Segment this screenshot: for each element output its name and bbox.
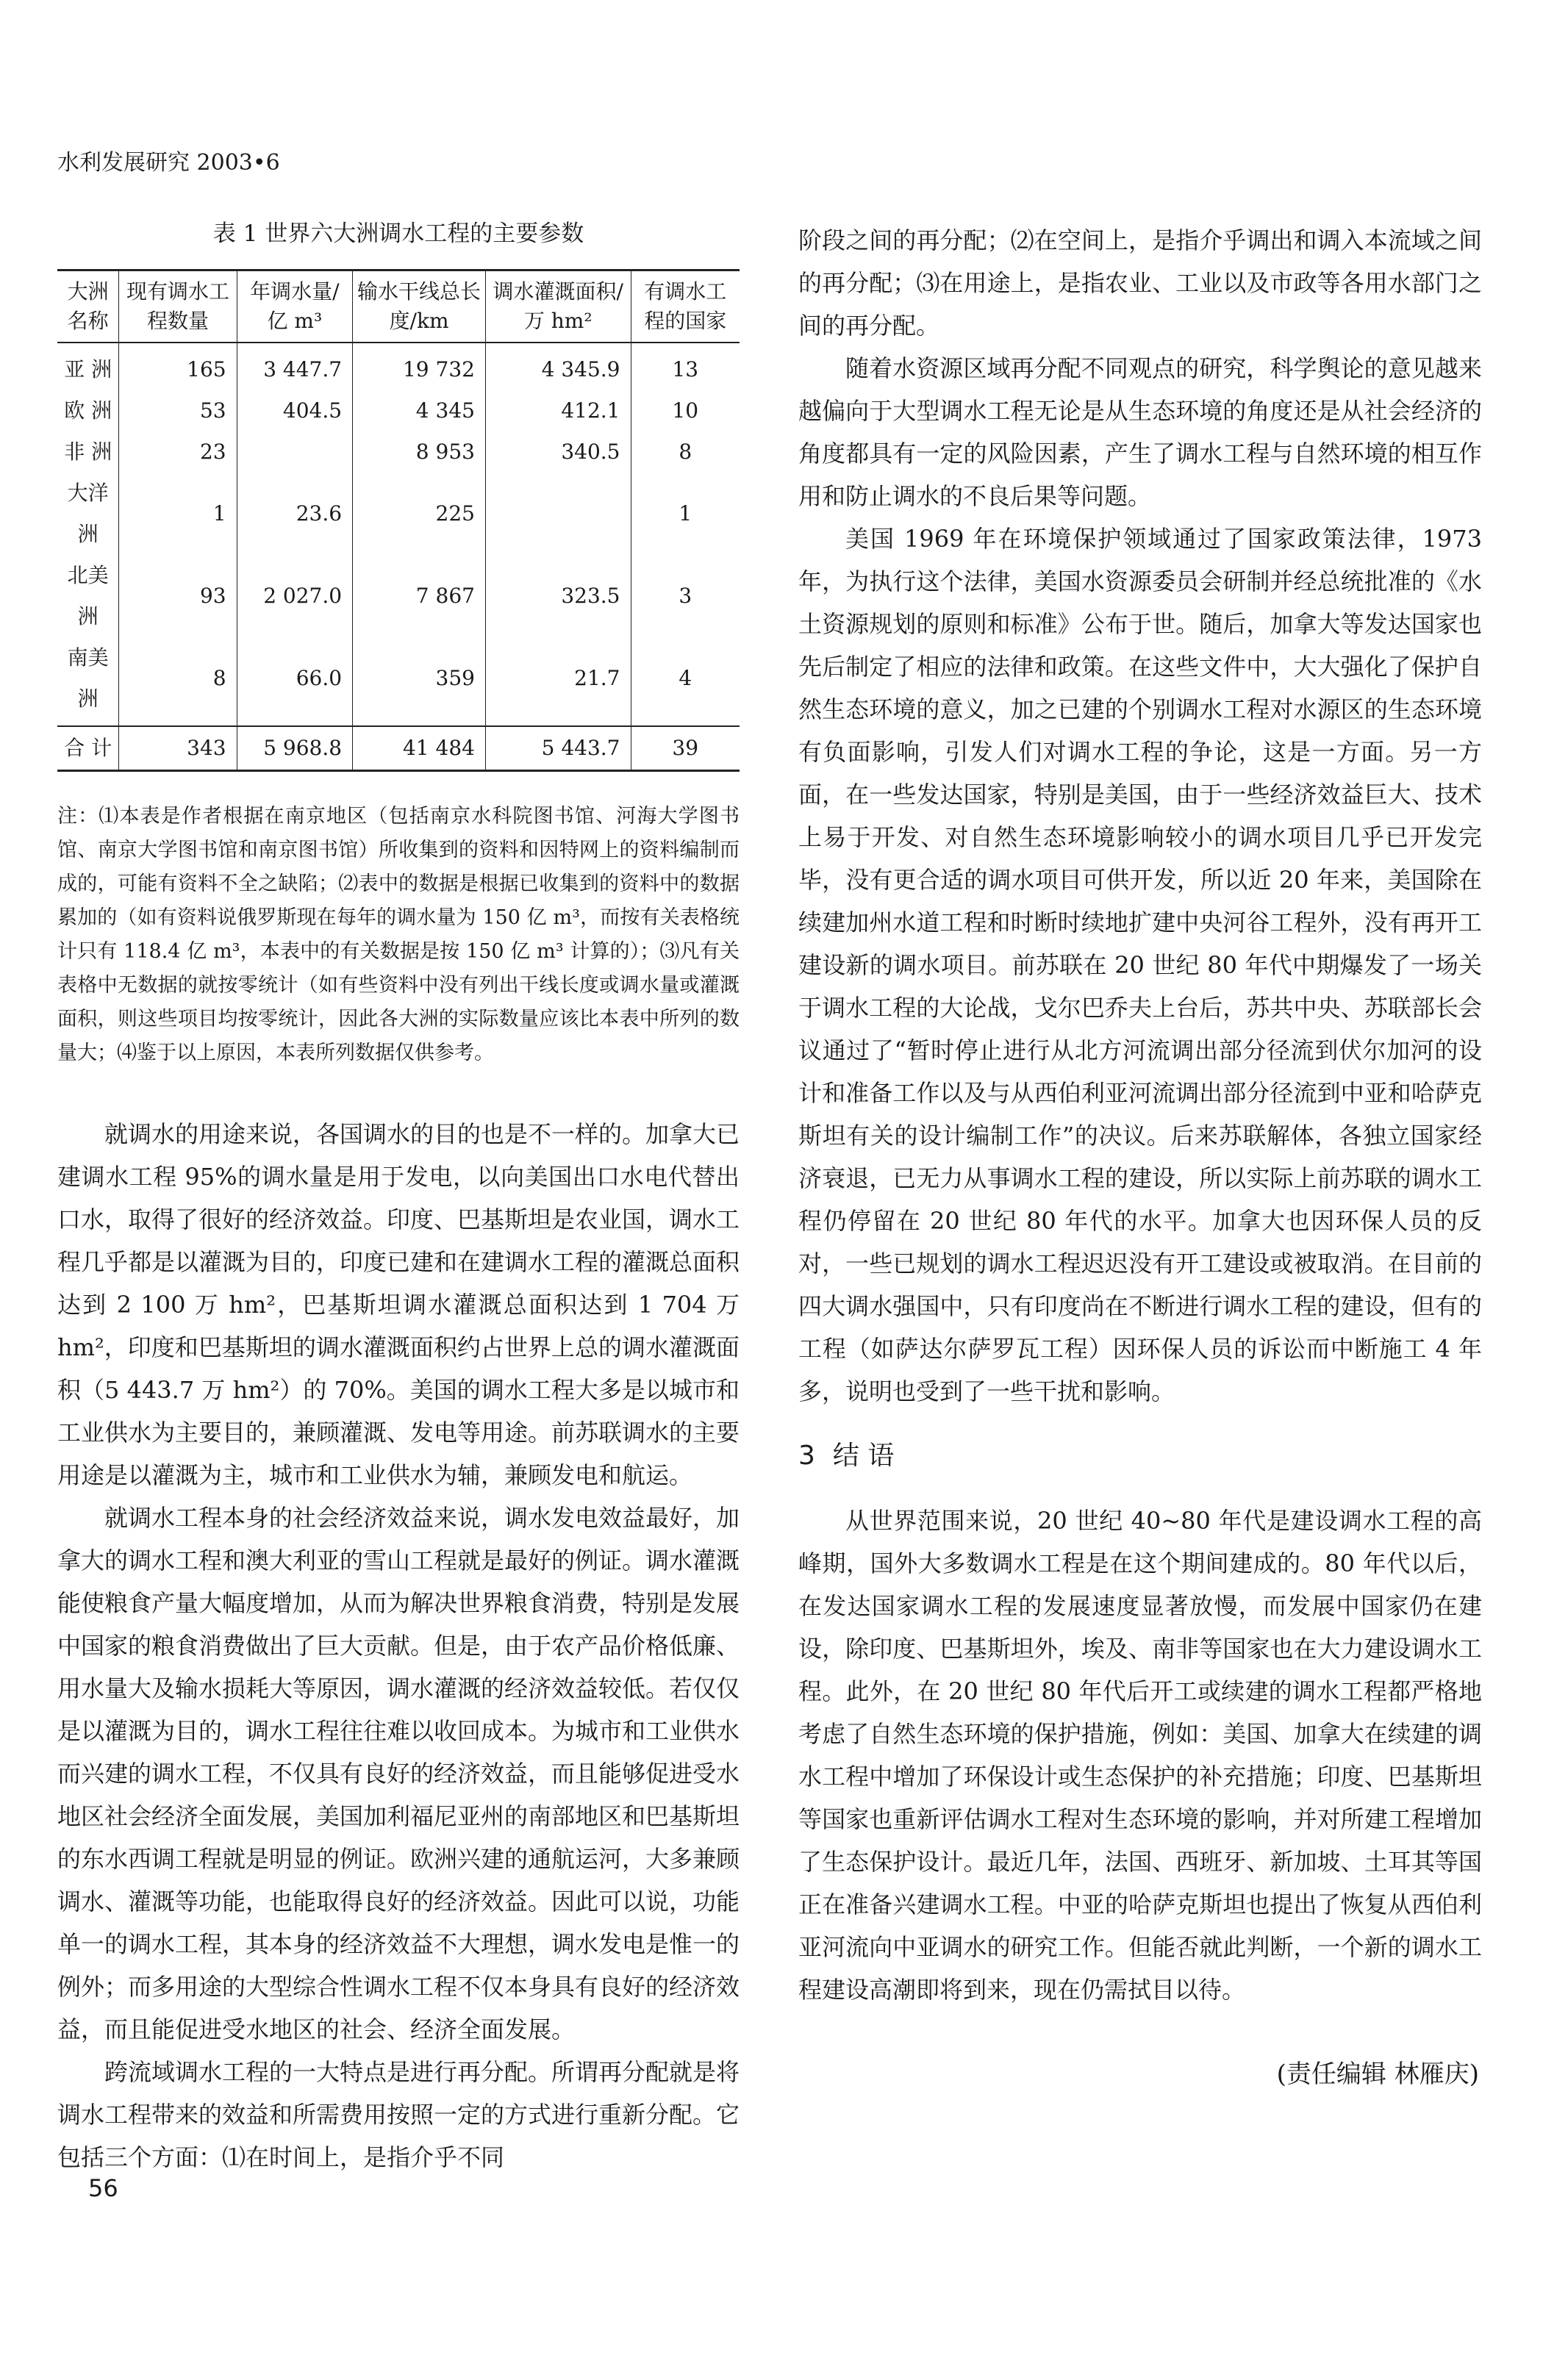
table-cell: 41 484 [353, 726, 486, 771]
table-cell: 225 [353, 473, 486, 555]
table-row [57, 637, 740, 726]
page-number: 56 [88, 2174, 118, 2202]
paragraph: 从世界范围来说，20 世纪 40~80 年代是建设调水工程的高峰期，国外大多数调水工程是在这个期间建成的。80 年代以后，在发达国家调水工程的发展速度显著放慢，而发展中国家仍在建设，除印度、巴基斯坦外，埃及、南非等国家也在大力建设调水工程。此外，在 20 世纪 80 年代后开工或续建的调水工程都严格地考虑了自然生态环境的保护措施，例如：美国、加拿大在续建的调水工程中增加了环保设计或生态保护的补充措施；印度、巴基斯坦等国家也重新评估调水工程对生态环境的影响，并对所建工程增加了生态保护设计。最近几年，法国、西班牙、新加坡、土耳其等国正在准备兴建调水工程。中亚的哈萨克斯坦也提出了恢复从西伯利亚河流向中亚调水的研究工作。但能否就此判断，一个新的调水工程建设高潮即将到来，现在仍需拭目以待。 [798, 1507, 1482, 2004]
paragraph: 跨流域调水工程的一大特点是进行再分配。所谓再分配就是将调水工程带来的效益和所需费用按照一定的方式进行重新分配。它包括三个方面：⑴在时间上，是指介乎不同 [57, 2058, 740, 2171]
table-cell: 欧 洲 [64, 398, 112, 423]
table-row [57, 431, 740, 473]
table-cell: 13 [631, 343, 740, 390]
column-header: 现有调水工程数量 [119, 270, 237, 343]
section-title: 结 语 [832, 1441, 895, 1471]
table-cell: 8 [119, 637, 237, 726]
paragraph: 阶段之间的再分配；⑵在空间上，是指介乎调出和调入本流域之间的再分配；⑶在用途上，是指农业、工业以及市政等各用水部门之间的再分配。 [798, 226, 1482, 340]
table-cell: 53 [119, 390, 237, 431]
table-cell: 21.7 [485, 637, 631, 726]
table-cell: 4 [631, 637, 740, 726]
paragraph: 就调水的用途来说，各国调水的目的也是不一样的。加拿大已建调水工程 95%的调水量是用于发电，以向美国出口水电代替出口水，取得了很好的经济效益。印度、巴基斯坦是农业国，调水工程几乎都是以灌溉为目的，印度已建和在建调水工程的灌溉总面积达到 2 100 万 hm²，巴基斯坦调水灌溉总面积达到 1 704 万 hm²，印度和巴基斯坦的调水灌溉面积约占世界上总的调水灌溉面积（5 443.7 万 hm²）的 70%。美国的调水工程大多是以城市和工业供水为主要目的，兼顾灌溉、发电等用途。前苏联调水的主要用途是以灌溉为主，城市和工业供水为辅，兼顾发电和航运。 [57, 1120, 740, 1489]
paragraph: 随着水资源区域再分配不同观点的研究，科学舆论的意见越来越偏向于大型调水工程无论是从生态环境的角度还是从社会经济的角度都具有一定的风险因素，产生了调水工程与自然环境的相互作用和防止调水的不良后果等问题。 [798, 354, 1482, 510]
table-cell: 北美洲 [67, 563, 109, 628]
column-header: 有调水工程的国家 [631, 270, 740, 343]
table-cell: 8 953 [353, 431, 486, 473]
table-cell: 非 洲 [64, 440, 112, 464]
table-cell: 343 [119, 726, 237, 771]
table-cell: 2 027.0 [237, 555, 352, 637]
table-cell: 3 447.7 [237, 343, 352, 390]
column-header: 输水干线总长度/km [353, 270, 486, 343]
table-cell: 165 [119, 343, 237, 390]
table-cell: 412.1 [485, 390, 631, 431]
table-cell [237, 431, 352, 473]
column-header: 大洲名称 [57, 270, 119, 343]
table-caption: 表 1 世界六大洲调水工程的主要参数 [212, 221, 584, 247]
column-header: 年调水量/亿 m³ [237, 270, 352, 343]
table-cell: 7 867 [353, 555, 486, 637]
table-cell: 23.6 [237, 473, 352, 555]
section-heading [798, 1435, 1482, 1477]
table-cell: 1 [631, 473, 740, 555]
table-cell: 5 968.8 [237, 726, 352, 771]
table-cell: 19 732 [353, 343, 486, 390]
table-row [57, 343, 740, 390]
table-cell: 3 [631, 555, 740, 637]
table-cell: 10 [631, 390, 740, 431]
responsible-editor: (责任编辑 林雁庆) [1276, 2060, 1479, 2089]
parameters-table [57, 269, 740, 772]
table-cell: 359 [353, 637, 486, 726]
section-number: 3 [798, 1441, 815, 1471]
right-column [798, 219, 1482, 2090]
table-cell: 4 345 [353, 390, 486, 431]
column-header: 调水灌溉面积/万 hm² [485, 270, 631, 343]
table-cell: 5 443.7 [485, 726, 631, 771]
paragraph: 就调水工程本身的社会经济效益来说，调水发电效益最好，加拿大的调水工程和澳大利亚的雪山工程就是最好的例证。调水灌溉能使粮食产量大幅度增加，从而为解决世界粮食消费，特别是发展中国家的粮食消费做出了巨大贡献。但是，由于农产品价格低廉、用水量大及输水损耗大等原因，调水灌溉的经济效益较低。若仅仅是以灌溉为目的，调水工程往往难以收回成本。为城市和工业供水而兴建的调水工程，不仅具有良好的经济效益，而且能够促进受水地区社会经济全面发展，美国加利福尼亚州的南部地区和巴基斯坦的东水西调工程就是明显的例证。欧洲兴建的通航运河，大多兼顾调水、灌溉等功能，也能取得良好的经济效益。因此可以说，功能单一的调水工程，其本身的经济效益不大理想，调水发电是惟一的例外；而多用途的大型综合性调水工程不仅本身具有良好的经济效益，而且能促进受水地区的社会、经济全面发展。 [57, 1504, 740, 2043]
journal-header: 水利发展研究 2003•6 [57, 150, 280, 176]
table-header-row [57, 270, 740, 343]
table-cell: 39 [631, 726, 740, 771]
table-cell: 合 计 [57, 726, 119, 771]
table-cell: 23 [119, 431, 237, 473]
table-total-row [57, 726, 740, 771]
table-cell [485, 473, 631, 555]
table-row [57, 390, 740, 431]
paragraph: 美国 1969 年在环境保护领域通过了国家政策法律，1973 年，为执行这个法律，美国水资源委员会研制并经总统批准的《水土资源规划的原则和标准》公布于世。随后，加拿大等发达国家也先后制定了相应的法律和政策。在这些文件中，大大强化了保护自然生态环境的意义，加之已建的个别调水工程对水源区的生态环境有负面影响，引发人们对调水工程的争论，这是一方面。另一方面，在一些发达国家，特别是美国，由于一些经济效益巨大、技术上易于开发、对自然生态环境影响较小的调水项目几乎已开发完毕，没有更合适的调水项目可供开发，所以近 20 年来，美国除在续建加州水道工程和时断时续地扩建中央河谷工程外，没有再开工建设新的调水项目。前苏联在 20 世纪 80 年代中期爆发了一场关于调水工程的大论战，戈尔巴乔夫上台后，苏共中央、苏联部长会议通过了“暂时停止进行从北方河流调出部分径流到伏尔加河的设计和准备工作以及与从西伯利亚河流调出部分径流到中亚和哈萨克斯坦有关的设计编制工作”的决议。后来苏联解体，各独立国家经济衰退，已无力从事调水工程的建设，所以实际上前苏联的调水工程仍停留在 20 世纪 80 年代的水平。加拿大也因环保人员的反对，一些已规划的调水工程迟迟没有开工建设或被取消。在目前的四大调水强国中，只有印度尚在不断进行调水工程的建设，但有的工程（如萨达尔萨罗瓦工程）因环保人员的诉讼而中断施工 4 年多，说明也受到了一些干扰和影响。 [798, 525, 1482, 1405]
table-row [57, 473, 740, 555]
table-cell: 404.5 [237, 390, 352, 431]
table-row [57, 555, 740, 637]
table-note: 注：⑴本表是作者根据在南京地区（包括南京水科院图书馆、河海大学图书馆、南京大学图书馆和南京图书馆）所收集到的资料和因特网上的资料编制而成的，可能有资料不全之缺陷；⑵表中的数据是根据已收集到的资料中的数据累加的（如有资料说俄罗斯现在每年的调水量为 150 亿 m³，而按有关表格统计只有 118.4 亿 m³，本表中的有关数据是按 150 亿 m³ 计算的）；⑶凡有关表格中无数据的就按零统计（如有些资料中没有列出干线长度或调水量或灌溉面积，则这些项目均按零统计，因此各大洲的实际数量应该比本表中所列的数量大；⑷鉴于以上原因，本表所列数据仅供参考。 [57, 805, 740, 1064]
table-cell: 1 [119, 473, 237, 555]
table-cell: 8 [631, 431, 740, 473]
table-cell: 340.5 [485, 431, 631, 473]
table-cell: 南美洲 [67, 645, 109, 711]
table-cell: 4 345.9 [485, 343, 631, 390]
table-cell: 323.5 [485, 555, 631, 637]
left-column [57, 219, 740, 2179]
table-cell: 93 [119, 555, 237, 637]
table-cell: 亚 洲 [64, 357, 112, 381]
table-cell: 大洋洲 [67, 481, 109, 546]
table-cell: 66.0 [237, 637, 352, 726]
